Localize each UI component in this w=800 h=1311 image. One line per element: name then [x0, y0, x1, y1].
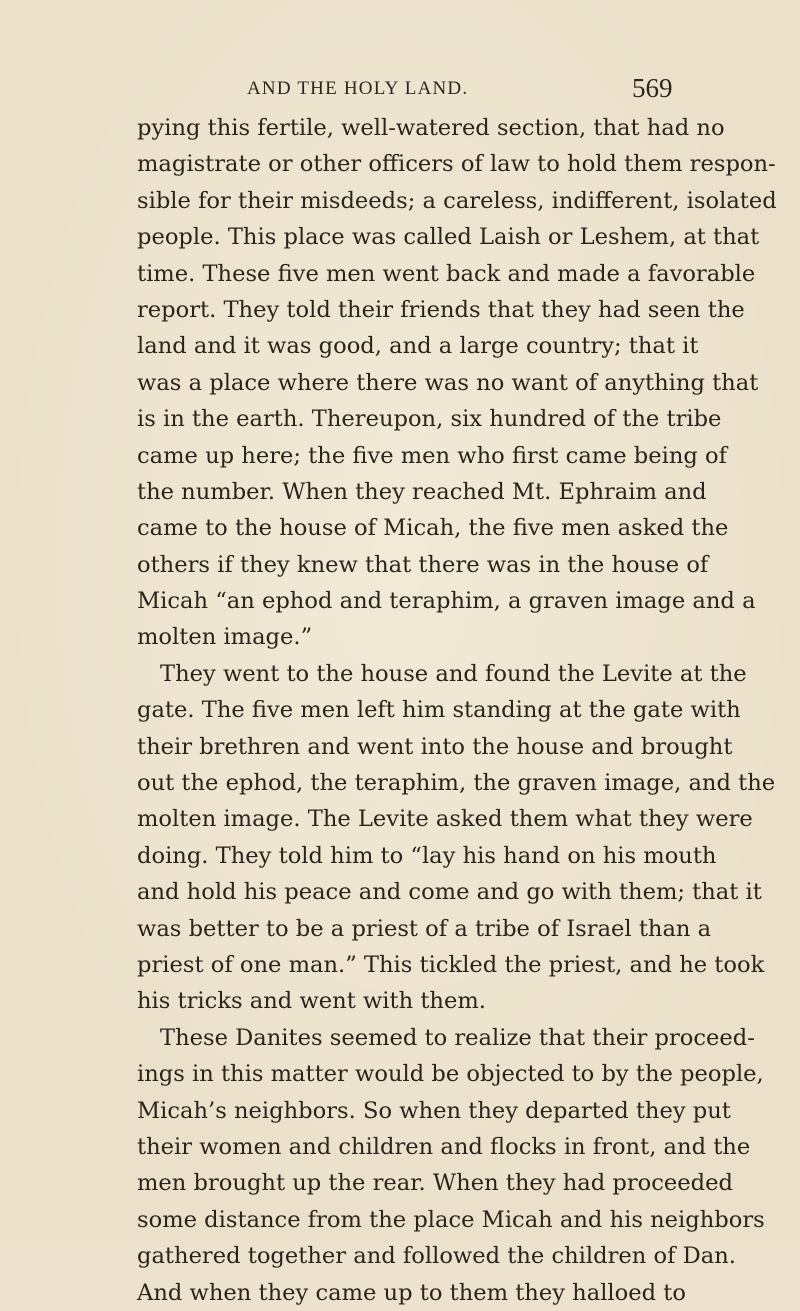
text-line: his tricks and went with them. [137, 988, 486, 1015]
text-line: and hold his peace and come and go with them; that it [137, 879, 762, 906]
text-line: priest of one man.” This tickled the priest, and he took [137, 951, 765, 978]
page-number: 569 [632, 73, 673, 103]
text-line: was a place where there was no want of anything that [137, 369, 759, 396]
text-line: pying this fertile, well-watered section, that had no [137, 115, 725, 141]
text-line: magistrate or other officers of law to hold them respon- [137, 151, 776, 178]
text-line: men brought up the rear. When they had proceeded [137, 1170, 733, 1197]
text-line: These Danites seemed to realize that their proceed- [160, 1024, 755, 1051]
text-line: Micah “an ephod and teraphim, a graven image and a [137, 588, 756, 615]
text-line: land and it was good, and a large country; that it [137, 333, 699, 360]
text-line: the number. When they reached Mt. Ephraim and [137, 478, 707, 505]
text-line: their women and children and flocks in front, and the [137, 1133, 751, 1160]
text-line: came up here; the five men who first came being of [137, 442, 728, 469]
text-line: molten image.” [137, 624, 313, 651]
running-head: AND THE HOLY LAND. [247, 78, 469, 99]
text-line: some distance from the place Micah and his neighbors [137, 1206, 765, 1233]
text-line: gathered together and followed the children of Dan. [137, 1243, 736, 1270]
text-line: ings in this matter would be objected to by the people, [137, 1061, 764, 1088]
text-line: report. They told their friends that they had seen the [137, 296, 745, 323]
body-text [137, 110, 777, 1311]
text-line: was better to be a priest of a tribe of Israel than a [137, 915, 712, 942]
text-line: And when they came up to them they halloed to [137, 1279, 686, 1306]
text-line: time. These five men went back and made a favorable [137, 260, 756, 287]
text-line: sible for their misdeeds; a careless, indifferent, isolated [137, 187, 777, 214]
text-line: doing. They told him to “lay his hand on his mouth [137, 842, 717, 869]
text-line: their brethren and went into the house and brought [137, 733, 733, 760]
text-line: molten image. The Levite asked them what they were [137, 806, 753, 833]
text-line: is in the earth. Thereupon, six hundred of the tribe [137, 406, 722, 433]
text-line: others if they knew that there was in the house of [137, 551, 709, 578]
text-line: They went to the house and found the Levite at the [160, 660, 747, 687]
text-line: Micah’s neighbors. So when they departed they put [137, 1097, 731, 1124]
text-line: people. This place was called Laish or Leshem, at that [137, 224, 760, 251]
text-line: came to the house of Micah, the five men asked the [137, 515, 729, 542]
text-line: gate. The five men left him standing at the gate with [137, 697, 741, 724]
text-line: out the ephod, the teraphim, the graven image, and the [137, 770, 776, 797]
